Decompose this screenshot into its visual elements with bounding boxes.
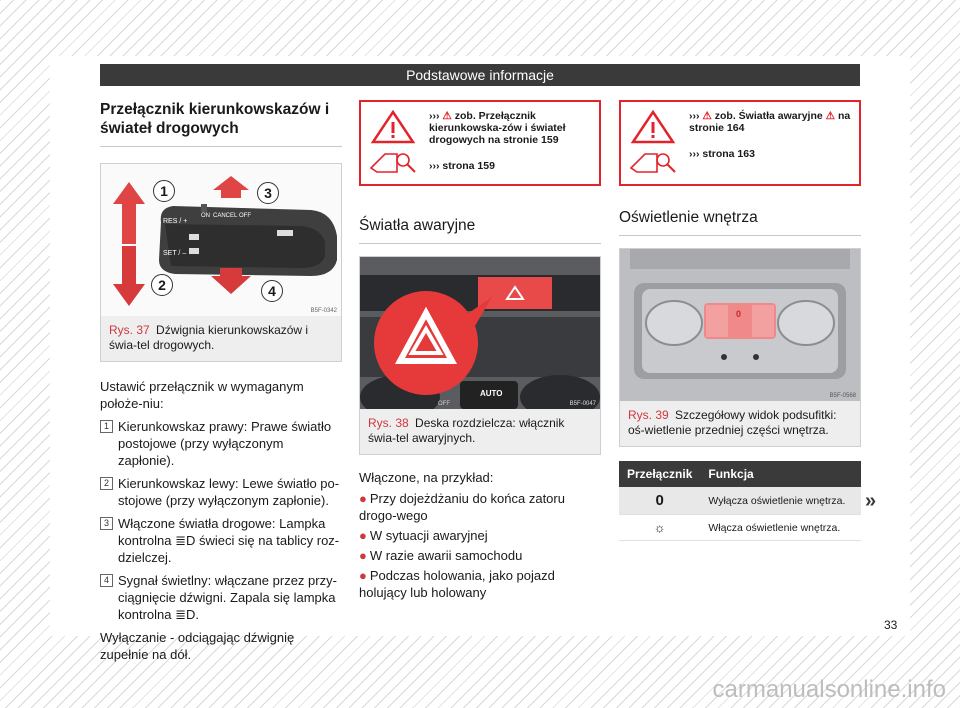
figure-code: B5F-0342 xyxy=(310,308,337,314)
warning-triangle-icon xyxy=(367,108,419,178)
small-warning-icon: ⚠ xyxy=(702,110,712,122)
interior-light-illustration xyxy=(620,249,860,401)
list-item xyxy=(359,567,601,601)
hazard-illustration xyxy=(360,257,600,409)
warning-text xyxy=(689,110,851,160)
warning-link-1[interactable] xyxy=(689,110,851,134)
continue-arrow-icon: » xyxy=(865,490,877,512)
figure-37 xyxy=(100,163,342,362)
list-item xyxy=(359,490,601,524)
item-text: Włączone światła drogowe: Lampka kontrolna ≣D świeci się na tablicy roz-dzielczej. xyxy=(118,516,340,565)
item-number: 3 xyxy=(100,517,113,530)
figure-label: Rys. 38 xyxy=(368,416,409,430)
function-text: Wyłącza oświetlenie wnętrza. xyxy=(700,487,861,515)
section-heading-turn-signals: Przełącznik kierunkowskazów i świateł drogowych xyxy=(100,100,342,147)
figure-caption xyxy=(360,409,600,454)
link-suffix: na stronie 164 xyxy=(689,110,851,134)
warning-icons xyxy=(627,108,679,183)
switch-off-label: 0 xyxy=(736,309,742,319)
section-heading-hazard: Światła awaryjne xyxy=(359,216,601,244)
figure-label: Rys. 37 xyxy=(109,323,150,337)
list-item xyxy=(359,527,601,544)
switch-function-table xyxy=(619,461,861,541)
callout-1: 1 xyxy=(153,180,175,202)
warning-icons xyxy=(367,108,419,183)
link-prefix: ››› xyxy=(689,110,700,122)
item-text: W razie awarii samochodu xyxy=(369,548,523,563)
figure-caption xyxy=(620,401,860,446)
watermark: carmanualsonline.info xyxy=(712,676,946,703)
figure-39 xyxy=(619,248,861,447)
callout-3: 3 xyxy=(257,182,279,204)
link-text: strona 163 xyxy=(702,148,755,160)
column-left xyxy=(100,100,342,663)
figure-code: B5F-0568 xyxy=(829,393,856,399)
table-row xyxy=(619,515,861,541)
page-header: Podstawowe informacje xyxy=(100,64,860,86)
column-right xyxy=(619,100,861,541)
bullet-icon: ● xyxy=(359,491,367,506)
item-text: Kierunkowskaz lewy: Lewe światło po-stojowe (przy wyłączonym zapłonie). xyxy=(118,476,340,508)
item-text: Podczas holowania, jako pojazd holujący lub holowany xyxy=(359,568,555,600)
link-text: strona 159 xyxy=(442,160,495,172)
column-middle xyxy=(359,100,601,604)
warning-triangle-icon xyxy=(627,108,679,178)
page-number: 33 xyxy=(884,618,898,632)
item-number: 4 xyxy=(100,574,113,587)
small-warning-icon: ⚠ xyxy=(442,110,452,122)
list-item xyxy=(100,475,342,509)
warning-box xyxy=(359,100,601,186)
figure-caption-text: Deska rozdzielcza: włącznik świa-tel awaryjnych. xyxy=(368,416,565,445)
list-item xyxy=(100,418,342,469)
figure-caption-text: Szczegółowy widok podsufitki: oś-wietlenie przedniej części wnętrza. xyxy=(628,408,837,437)
small-warning-icon: ⚠ xyxy=(825,110,836,122)
figure-38 xyxy=(359,256,601,455)
list-item xyxy=(100,515,342,566)
intro-text: Włączone, na przykład: xyxy=(359,470,494,485)
list-item xyxy=(359,547,601,564)
turn-signal-stalk-image xyxy=(101,164,341,316)
column-header-switch: Przełącznik xyxy=(619,461,700,487)
intro-text: Ustawić przełącznik w wymaganym położe-niu: xyxy=(100,379,304,411)
stalk-illustration xyxy=(101,164,341,316)
section-heading-interior: Oświetlenie wnętrza xyxy=(619,208,861,236)
outro-text: Wyłączanie - odciągając dźwignię zupełnie na dół. xyxy=(100,630,295,662)
figure-code: B5F-0047 xyxy=(569,401,596,407)
bullet-icon: ● xyxy=(359,528,367,543)
interior-light-image xyxy=(620,249,860,401)
position-list xyxy=(100,418,342,623)
figure-caption xyxy=(101,316,341,361)
warning-link-2[interactable] xyxy=(689,148,851,160)
stalk-text-on: ON xyxy=(201,213,210,219)
link-prefix: ››› xyxy=(429,110,440,122)
bullet-icon: ● xyxy=(359,568,367,583)
function-text: Włącza oświetlenie wnętrza. xyxy=(700,515,861,541)
table-row xyxy=(619,487,861,515)
stalk-text-off: OFF xyxy=(239,213,251,219)
link-prefix: ››› xyxy=(429,160,440,172)
stalk-text-cancel: CANCEL xyxy=(213,213,238,219)
hazard-switch-image xyxy=(360,257,600,409)
button-text-auto: AUTO xyxy=(480,389,503,398)
button-text-off: OFF xyxy=(438,401,450,407)
figure-label: Rys. 39 xyxy=(628,408,669,422)
list-item xyxy=(100,572,342,623)
item-number: 2 xyxy=(100,477,113,490)
callout-2: 2 xyxy=(151,274,173,296)
usage-list xyxy=(359,490,601,601)
figure-caption-text: Dźwignia kierunkowskazów i świa-tel drogowych. xyxy=(109,323,309,352)
link-text: zob. Przełącznik kierunkowska-zów i świateł drogowych na stronie 159 xyxy=(429,110,566,146)
stalk-text-set: SET / – xyxy=(163,250,187,257)
callout-4: 4 xyxy=(261,280,283,302)
link-prefix: ››› xyxy=(689,148,700,160)
warning-link-1[interactable] xyxy=(429,110,591,146)
item-text: W sytuacji awaryjnej xyxy=(369,528,488,543)
stalk-text-res: RES / + xyxy=(163,218,188,225)
column-header-function: Funkcja xyxy=(700,461,861,487)
item-text: Kierunkowskaz prawy: Prawe światło postojowe (przy wyłączonym zapłonie). xyxy=(118,419,332,468)
item-text: Sygnał świetlny: włączane przez przy-ciągnięcie dźwigni. Zapala się lampka kontrolna ≣D. xyxy=(118,573,337,622)
link-text: zob. Światła awaryjne xyxy=(714,110,823,122)
bullet-icon: ● xyxy=(359,548,367,563)
interior-light-icon: ☼ xyxy=(619,515,700,541)
switch-symbol: 0 xyxy=(619,487,700,515)
warning-box xyxy=(619,100,861,186)
item-text: Przy dojeżdżaniu do końca zatoru drogo-wego xyxy=(359,491,565,523)
item-number: 1 xyxy=(100,420,113,433)
warning-text xyxy=(429,110,591,172)
warning-link-2[interactable] xyxy=(429,160,591,172)
table-header-row xyxy=(619,461,861,487)
